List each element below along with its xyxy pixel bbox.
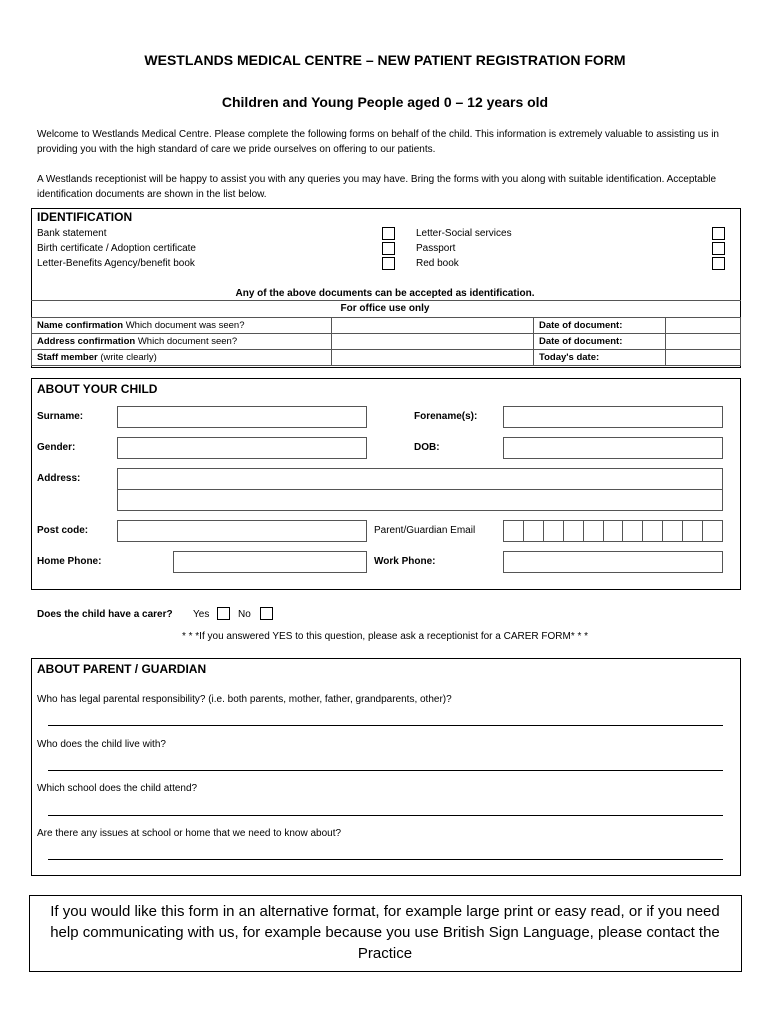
parent-heading: ABOUT PARENT / GUARDIAN <box>37 662 207 676</box>
office-today-label: Today's date: <box>534 350 666 366</box>
home-phone-input[interactable] <box>173 551 367 573</box>
id-item-bank-statement: Bank statement <box>37 228 107 239</box>
email-label: Parent/Guardian Email <box>374 525 476 536</box>
dob-label: DOB: <box>414 442 440 453</box>
parental-responsibility-question: Who has legal parental responsibility? (i.e. both parents, mother, father, grandparents, other)? <box>37 694 452 705</box>
office-input-name-doc[interactable] <box>332 318 534 334</box>
lives-with-question: Who does the child live with? <box>37 739 166 750</box>
office-date-label: Date of document: <box>534 318 666 334</box>
office-label-cell: Name confirmation Which document was seen? <box>32 318 332 334</box>
forenames-input[interactable] <box>503 406 723 428</box>
form-subtitle: Children and Young People aged 0 – 12 years old <box>221 94 549 110</box>
table-row <box>32 350 741 366</box>
postcode-input[interactable] <box>117 520 367 542</box>
office-date-label: Date of document: <box>534 334 666 350</box>
form-title: WESTLANDS MEDICAL CENTRE – NEW PATIENT REGISTRATION FORM <box>144 52 626 68</box>
intro-paragraph-2: A Westlands receptionist will be happy to assist you with any queries you may have. Bring the forms with you along with suitable identification. Acceptable identification documents are shown in the list below. <box>37 174 717 200</box>
id-divider <box>31 300 741 301</box>
id-item-birth-certificate: Birth certificate / Adoption certificate <box>37 243 196 254</box>
office-use-table <box>31 317 741 366</box>
alternative-format-text: If you would like this form in an alternative format, for example large print or easy read, or if you need help communicating with us, for example because you use British Sign Language, please contact the Practice <box>50 903 720 962</box>
id-checkbox-benefits-letter[interactable] <box>382 257 395 270</box>
table-row <box>32 334 741 350</box>
address-input-line-2[interactable] <box>117 489 723 511</box>
school-answer-line[interactable] <box>48 815 723 816</box>
carer-no-checkbox[interactable] <box>260 607 273 620</box>
postcode-label: Post code: <box>37 525 89 536</box>
child-heading: ABOUT YOUR CHILD <box>37 382 158 396</box>
id-note: Any of the above documents can be accepted as identification. <box>235 288 535 299</box>
gender-input[interactable] <box>117 437 367 459</box>
work-phone-label: Work Phone: <box>374 556 436 567</box>
table-row <box>32 318 741 334</box>
parent-section <box>31 658 741 876</box>
office-label-cell: Address confirmation Which document seen? <box>32 334 332 350</box>
surname-input[interactable] <box>117 406 367 428</box>
surname-label: Surname: <box>37 411 84 422</box>
id-checkbox-red-book[interactable] <box>712 257 725 270</box>
office-use-label: For office use only <box>340 303 430 314</box>
forenames-label: Forename(s): <box>414 411 478 422</box>
identification-heading: IDENTIFICATION <box>37 210 133 224</box>
office-input-address-date[interactable] <box>666 334 741 350</box>
work-phone-input[interactable] <box>503 551 723 573</box>
id-checkbox-passport[interactable] <box>712 242 725 255</box>
carer-question: Does the child have a carer? <box>37 609 173 620</box>
office-label-cell: Staff member (write clearly) <box>32 350 332 366</box>
school-question: Which school does the child attend? <box>37 783 198 794</box>
address-input-line-1[interactable] <box>117 468 723 490</box>
home-phone-label: Home Phone: <box>37 556 102 567</box>
id-checkbox-bank-statement[interactable] <box>382 227 395 240</box>
dob-input[interactable] <box>503 437 723 459</box>
carer-no-label: No <box>238 609 251 620</box>
lives-with-answer-line[interactable] <box>48 770 723 771</box>
gender-label: Gender: <box>37 442 76 453</box>
carer-note: * * *If you answered YES to this question, please ask a receptionist for a CARER FORM* * * <box>181 631 589 642</box>
id-item-social-services: Letter-Social services <box>416 228 512 239</box>
carer-yes-label: Yes <box>193 609 210 620</box>
id-checkbox-social-services[interactable] <box>712 227 725 240</box>
office-input-name-date[interactable] <box>666 318 741 334</box>
id-checkbox-birth-certificate[interactable] <box>382 242 395 255</box>
id-item-passport: Passport <box>416 243 456 254</box>
parental-responsibility-answer-line[interactable] <box>48 725 723 726</box>
id-item-benefits-letter: Letter-Benefits Agency/benefit book <box>37 258 195 269</box>
office-input-address-doc[interactable] <box>332 334 534 350</box>
id-item-red-book: Red book <box>416 258 459 269</box>
intro-paragraph-1: Welcome to Westlands Medical Centre. Please complete the following forms on behalf of the child. This information is extremely valuable to assisting us in providing you with the high standard of care we pride ourselves on offering to our patients. <box>37 129 719 155</box>
office-input-staff[interactable] <box>332 350 534 366</box>
email-input[interactable] <box>503 520 723 542</box>
address-label: Address: <box>37 473 81 484</box>
issues-answer-line[interactable] <box>48 859 723 860</box>
carer-yes-checkbox[interactable] <box>217 607 230 620</box>
office-input-today[interactable] <box>666 350 741 366</box>
issues-question: Are there any issues at school or home that we need to know about? <box>37 828 342 839</box>
